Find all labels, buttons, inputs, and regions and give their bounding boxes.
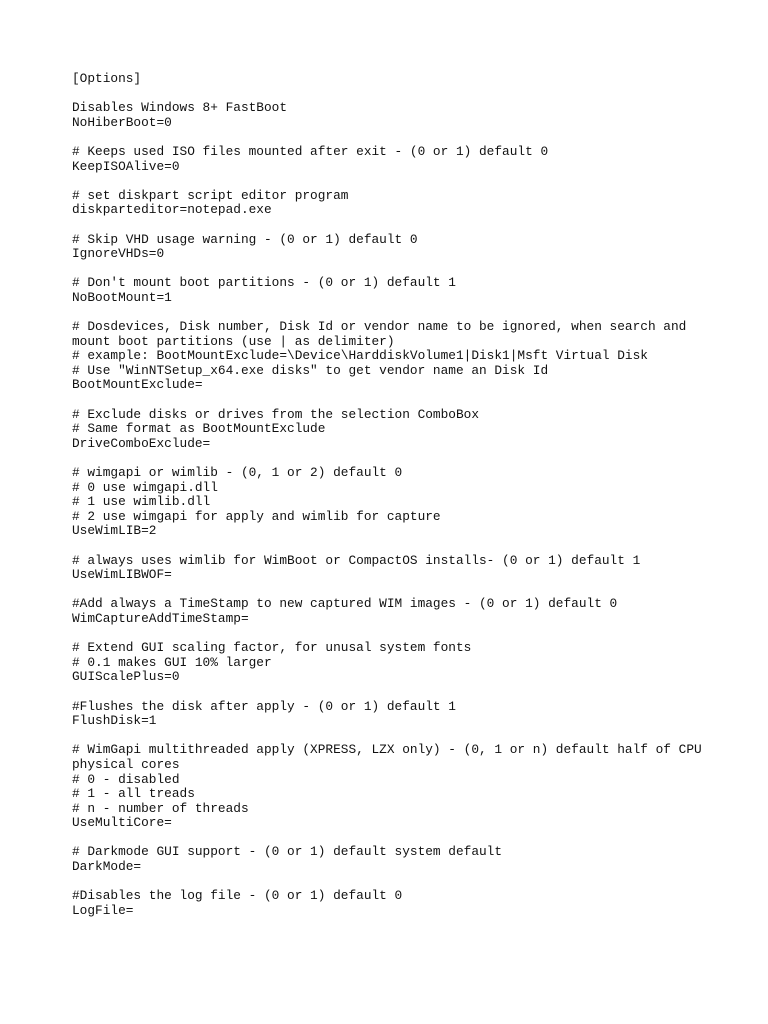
text-line: # Use "WinNTSetup_x64.exe disks" to get vendor name an Disk Id bbox=[72, 362, 549, 378]
text-line: DarkMode= bbox=[72, 859, 142, 875]
blank-line bbox=[72, 218, 712, 233]
text-line: BootMountExclude= bbox=[72, 377, 203, 393]
text-line: # Dosdevices, Disk number, Disk Id or vendor name to be ignored, when search and bbox=[72, 319, 687, 335]
text-line: diskparteditor=notepad.exe bbox=[72, 202, 272, 218]
text-line: # Skip VHD usage warning - (0 or 1) default 0 bbox=[72, 231, 418, 247]
text-line: DriveComboExclude= bbox=[72, 435, 211, 451]
text-line: #Add always a TimeStamp to new captured WIM images - (0 or 1) default 0 bbox=[72, 596, 618, 612]
text-line: WimCaptureAddTimeStamp= bbox=[72, 610, 249, 626]
text-line: # 0.1 makes GUI 10% larger bbox=[72, 654, 272, 670]
text-line: # wimgapi or wimlib - (0, 1 or 2) default 0 bbox=[72, 465, 403, 481]
text-line: GUIScalePlus=0 bbox=[72, 669, 180, 685]
text-line: FlushDisk=1 bbox=[72, 713, 157, 729]
text-line: # Exclude disks or drives from the selection ComboBox bbox=[72, 406, 480, 422]
blank-line bbox=[72, 393, 712, 408]
text-line: # 1 use wimlib.dll bbox=[72, 494, 211, 510]
text-line: # example: BootMountExclude=\Device\HarddiskVolume1|Disk1|Msft Virtual Disk bbox=[72, 348, 648, 364]
text-line: UseWimLIBWOF= bbox=[72, 567, 172, 583]
blank-line bbox=[72, 685, 712, 700]
text-line: mount boot partitions (use | as delimiter) bbox=[72, 333, 395, 349]
text-line: # set diskpart script editor program bbox=[72, 187, 349, 203]
blank-line bbox=[72, 875, 712, 890]
text-line: # Don't mount boot partitions - (0 or 1) default 1 bbox=[72, 275, 456, 291]
blank-line bbox=[72, 729, 712, 744]
text-line: #Disables the log file - (0 or 1) default 0 bbox=[72, 888, 403, 904]
blank-line bbox=[72, 539, 712, 554]
text-line: NoHiberBoot=0 bbox=[72, 114, 172, 130]
text-line: LogFile= bbox=[72, 902, 134, 918]
text-line: [Options] bbox=[72, 71, 142, 86]
blank-line bbox=[72, 831, 712, 846]
text-line: # Darkmode GUI support - (0 or 1) default system default bbox=[72, 844, 503, 860]
text-line: KeepISOAlive=0 bbox=[72, 158, 180, 174]
text-line: UseWimLIB=2 bbox=[72, 523, 157, 539]
blank-line bbox=[72, 627, 712, 642]
document-page bbox=[72, 72, 712, 918]
text-line: #Flushes the disk after apply - (0 or 1) default 1 bbox=[72, 698, 456, 714]
blank-line bbox=[72, 130, 712, 145]
text-line: # n - number of threads bbox=[72, 800, 249, 816]
text-line: Disables Windows 8+ FastBoot bbox=[72, 100, 288, 116]
text-line: # 0 use wimgapi.dll bbox=[72, 479, 218, 495]
text-line: IgnoreVHDs=0 bbox=[72, 246, 165, 262]
text-line: # 0 - disabled bbox=[72, 771, 180, 787]
blank-line bbox=[72, 451, 712, 466]
blank-line bbox=[72, 583, 712, 598]
text-line: UseMultiCore= bbox=[72, 815, 172, 831]
blank-line bbox=[72, 262, 712, 277]
text-line: NoBootMount=1 bbox=[72, 289, 172, 305]
blank-line bbox=[72, 306, 712, 321]
text-line: # Same format as BootMountExclude bbox=[72, 421, 326, 437]
text-line: # 2 use wimgapi for apply and wimlib for capture bbox=[72, 508, 441, 524]
text-line: # always uses wimlib for WimBoot or CompactOS installs- (0 or 1) default 1 bbox=[72, 552, 641, 568]
blank-line bbox=[72, 174, 712, 189]
text-line: # Extend GUI scaling factor, for unusal system fonts bbox=[72, 640, 472, 656]
blank-line bbox=[72, 87, 712, 102]
text-line: # Keeps used ISO files mounted after exit - (0 or 1) default 0 bbox=[72, 143, 549, 159]
text-line: # WimGapi multithreaded apply (XPRESS, LZX only) - (0, 1 or n) default half of CPU bbox=[72, 742, 702, 758]
text-line: # 1 - all treads bbox=[72, 786, 195, 802]
text-line: physical cores bbox=[72, 756, 180, 772]
